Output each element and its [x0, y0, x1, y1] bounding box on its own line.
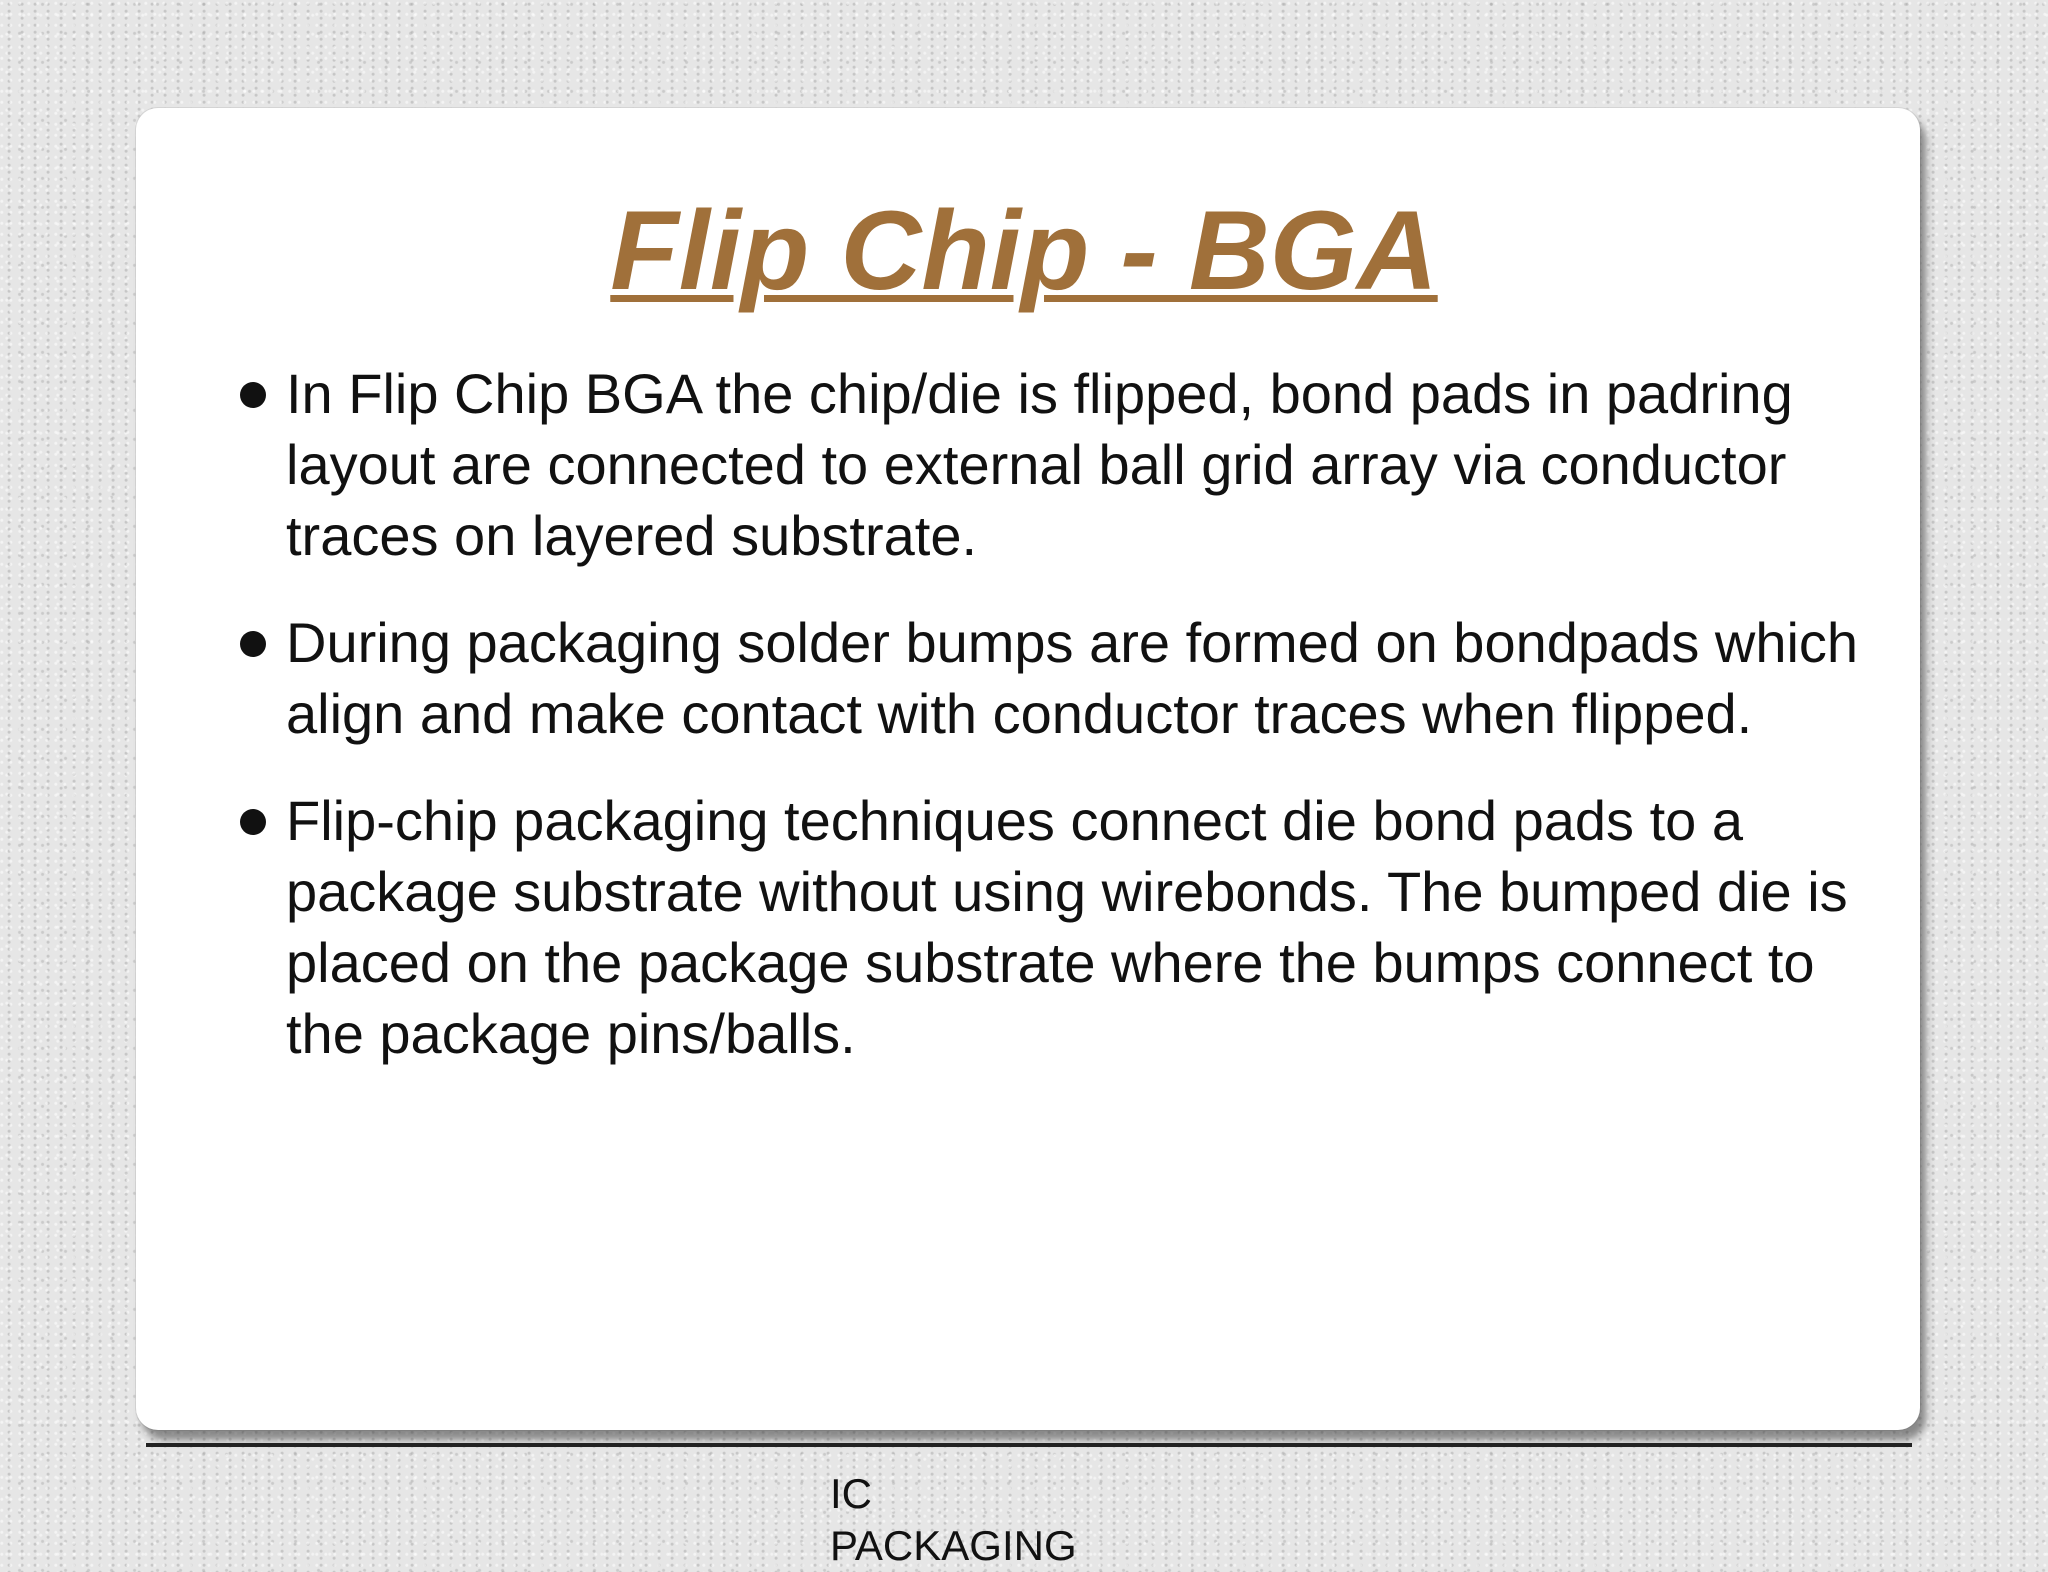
- footer-text: IC PACKAGING: [830, 1470, 1077, 1569]
- footer-divider: [146, 1443, 1912, 1447]
- bullet-list: [236, 358, 1876, 1105]
- bullet-text: During packaging solder bumps are formed on bondpads which align and make contact with conductor traces when flipped.: [286, 611, 1859, 745]
- bullet-dot-icon: [240, 631, 266, 657]
- bullet-dot-icon: [240, 382, 266, 408]
- slide-title: Flip Chip - BGA: [610, 188, 1438, 313]
- list-item: [236, 358, 1876, 571]
- bullet-text: In Flip Chip BGA the chip/die is flipped, bond pads in padring layout are connected to external ball grid array via conductor traces on layered substrate.: [286, 362, 1793, 567]
- bullet-text: Flip-chip packaging techniques connect die bond pads to a package substrate without using wirebonds. The bumped die is placed on the package substrate where the bumps connect to the package pins/balls.: [286, 789, 1848, 1065]
- list-item: [236, 785, 1876, 1069]
- bullet-dot-icon: [240, 809, 266, 835]
- list-item: [236, 607, 1876, 749]
